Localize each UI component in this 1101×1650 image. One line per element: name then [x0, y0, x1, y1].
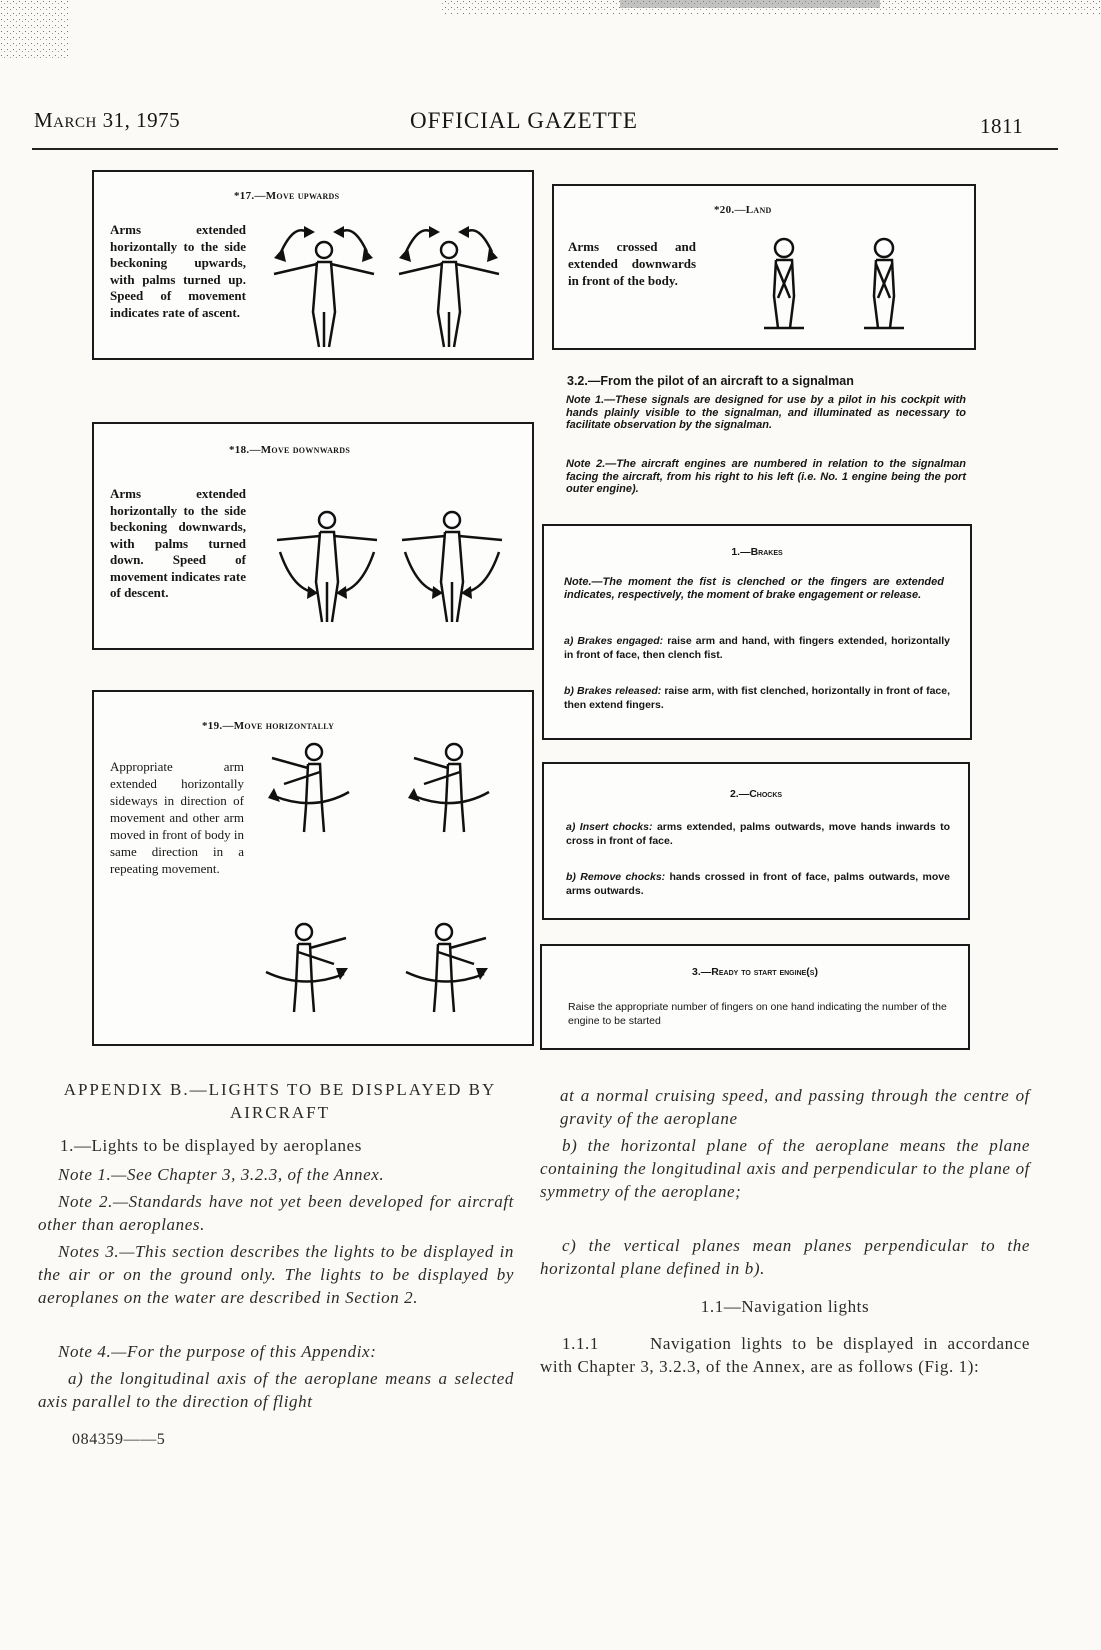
appendix-item-c: c) the vertical planes mean planes perpendicular to the horizontal plane defined in b). [540, 1236, 1030, 1278]
paragraph-text: Navigation lights to be displayed in accordance with Chapter 3, 3.2.3, of the Annex, are as follows (Fig. 1): [540, 1334, 1030, 1376]
signal-17-title: *17.—Move upwards [234, 190, 340, 202]
chocks-remove-text: hands crossed in front of face, palms outwards, move arms outwards. [566, 871, 950, 897]
ready-text: Raise the appropriate number of fingers on one hand indicating the number of the engine to be started [568, 1001, 947, 1027]
brakes-released-label: b) Brakes released: [564, 685, 662, 697]
brakes-engaged-label: a) Brakes engaged: [564, 635, 664, 647]
chocks-insert [566, 820, 950, 848]
brakes-box [542, 524, 972, 740]
header-rule [32, 148, 1058, 150]
signal-18-box [92, 422, 534, 650]
appendix-item-a: a) the longitudinal axis of the aeroplane means a selected axis parallel to the direction of flight [38, 1369, 514, 1411]
signal-19-box [92, 690, 534, 1046]
pilot-signals-heading: 3.2.—From the pilot of an aircraft to a signalman [567, 374, 854, 388]
signal-18-title: *18.—Move downwards [229, 444, 351, 456]
brakes-note: Note.—The moment the fist is clenched or the fingers are extended indicates, respectively, the moment of brake engagement or release. [564, 576, 944, 601]
brakes-engaged-text: raise arm and hand, with fingers extended, horizontally in front of face, then clench fist. [564, 635, 950, 661]
move-upwards-figures [259, 212, 519, 352]
page-number: 1811 [980, 114, 1024, 138]
ready-title: 3.—Ready to start engine(s) [692, 966, 818, 978]
move-downwards-figures [262, 502, 522, 632]
appendix-note-3: Notes 3.—This section describes the lights to be displayed in the air or on the ground only. The lights to be displayed by aeroplanes on the water are described in Section 2. [38, 1242, 514, 1307]
chocks-remove [566, 870, 950, 898]
appendix-note-2: Note 2.—Standards have not yet been developed for aircraft other than aeroplanes. [38, 1192, 514, 1234]
move-horizontally-figures [244, 732, 524, 1032]
paragraph-1-1-1 [540, 1332, 1030, 1378]
appendix-note-1: Note 1.—See Chapter 3, 3.2.3, of the Annex. [58, 1165, 385, 1184]
appendix-title: APPENDIX B.—LIGHTS TO BE DISPLAYED BY AIRCRAFT [63, 1080, 497, 1122]
signal-20-box [552, 184, 976, 350]
scan-noise [0, 0, 1101, 70]
signal-19-text: Appropriate arm extended horizontally sideways in direction of movement and other arm moved in front of body in same direction in a repeating movement. [110, 759, 244, 876]
chocks-title: 2.—Chocks [729, 788, 783, 800]
chocks-insert-label: a) Insert chocks: [566, 821, 653, 833]
signal-17-text: Arms extended horizontally to the side beckoning upwards, with palms turned up. Speed of movement indicates rate of ascent. [110, 222, 246, 320]
signal-18-text: Arms extended horizontally to the side beckoning downwards, with palms turned down. Speed of movement indicates rate of descent. [110, 486, 246, 600]
paragraph-number: 1.1.1 [562, 1334, 599, 1353]
land-figures [734, 236, 934, 336]
brakes-released-text: raise arm, with fist clenched, horizontally in front of face, then extend fingers. [564, 685, 950, 711]
pilot-note-1: Note 1.—These signals are designed for use by a pilot in his cockpit with hands plainly visible to the signalman, and illuminated as necessary to facilitate observation by the signalman. [566, 394, 966, 431]
header-date: March 31, 1975 [34, 108, 181, 132]
appendix-note-4: Note 4.—For the purpose of this Appendix: [58, 1342, 377, 1361]
signal-20-title: *20.—Land [714, 204, 772, 216]
brakes-released [564, 684, 950, 712]
brakes-title: 1.—Brakes [731, 546, 783, 558]
signal-19-title: *19.—Move horizontally [202, 720, 335, 732]
footer-code: 084359——5 [72, 1431, 166, 1448]
chocks-box [542, 762, 970, 920]
chocks-insert-text: arms extended, palms outwards, move hands inwards to cross in front of face. [566, 821, 951, 847]
brakes-engaged [564, 634, 950, 662]
header-title: OFFICIAL GAZETTE [410, 108, 638, 133]
appendix-item-a-continued: at a normal cruising speed, and passing through the centre of gravity of the aeroplane [560, 1086, 1030, 1128]
signal-17-box [92, 170, 534, 360]
navigation-lights-heading: 1.1—Navigation lights [700, 1297, 870, 1316]
appendix-section-1: 1.—Lights to be displayed by aeroplanes [60, 1136, 362, 1155]
appendix-item-b: b) the horizontal plane of the aeroplane means the plane containing the longitudinal axis and perpendicular to the plane of symmetry of the aeroplane; [540, 1136, 1030, 1201]
signal-20-text: Arms crossed and extended downwards in front of the body. [568, 239, 696, 288]
chocks-remove-label: b) Remove chocks: [566, 871, 666, 883]
pilot-note-2: Note 2.—The aircraft engines are numbered in relation to the signalman facing the aircraft, from his right to his left (i.e. No. 1 engine being the port outer engine). [566, 458, 966, 495]
ready-box [540, 944, 970, 1050]
